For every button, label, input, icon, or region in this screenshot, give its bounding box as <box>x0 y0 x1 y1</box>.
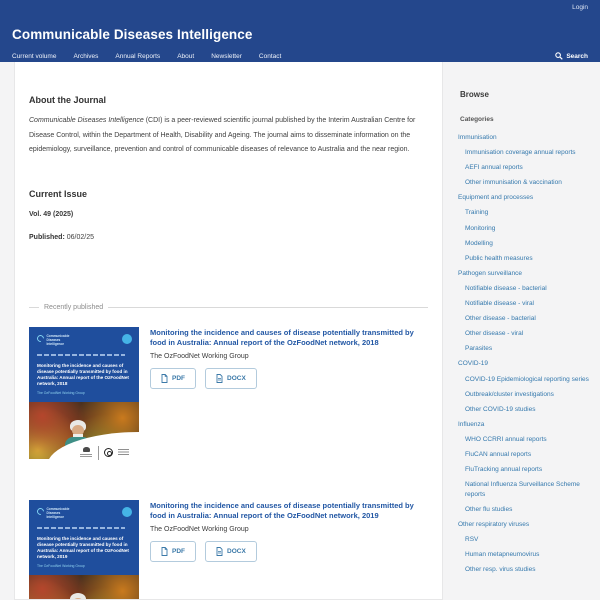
article-item <box>29 327 428 466</box>
article-details <box>150 500 428 600</box>
docx-file-icon <box>216 547 223 556</box>
category-link[interactable]: FluTracking annual reports <box>465 466 543 474</box>
cdi-logo <box>37 507 77 519</box>
main-content <box>14 62 443 600</box>
category-link[interactable]: Notifiable disease - bacterial <box>465 284 547 292</box>
category-link[interactable]: Human metapneumovirus <box>465 551 540 559</box>
search-label: Search <box>566 52 588 60</box>
cdi-logo-text: Communicable Diseases Intelligence <box>46 333 70 346</box>
article-cover-thumbnail[interactable] <box>29 500 139 600</box>
nav-about[interactable]: About <box>177 52 195 60</box>
category-link[interactable]: COVID-19 <box>458 360 488 368</box>
category-link[interactable]: Other respiratory viruses <box>458 520 530 528</box>
category-link[interactable]: Training <box>465 209 489 217</box>
crest-text-lines <box>80 454 92 458</box>
divider-line-right <box>108 307 428 308</box>
article-cover-thumbnail[interactable] <box>29 327 139 466</box>
docx-button[interactable] <box>205 541 257 562</box>
article-title-link[interactable]: Monitoring the incidence and causes of disease potentially transmitted by food in Australia: Annual report of the OzFoodNet network, 2019 <box>150 500 414 520</box>
category-link[interactable]: Parasites <box>465 345 493 353</box>
category-link[interactable]: Other immunisation & vaccination <box>465 179 562 187</box>
cover-footer-logos <box>79 446 129 460</box>
cover-header <box>37 334 132 346</box>
article-download-buttons <box>150 368 428 389</box>
current-issue-published <box>29 234 428 241</box>
search-icon <box>555 52 563 60</box>
category-link[interactable]: Notifiable disease - viral <box>465 300 535 308</box>
browse-heading: Browse <box>460 90 489 99</box>
category-link[interactable]: RSV <box>465 535 479 543</box>
category-link[interactable]: Outbreak/cluster investigations <box>465 390 554 398</box>
recently-published-label: Recently published <box>44 303 104 311</box>
current-issue-heading: Current Issue <box>29 188 88 199</box>
cover-title: Monitoring the incidence and causes of disease potentially transmitted by food in Australia: Annual report of the OzFoodNet network, 2019 <box>37 535 129 560</box>
category-link[interactable]: WHO CCRRI annual reports <box>465 435 547 443</box>
category-link[interactable]: COVID-19 Epidemiological reporting series <box>465 375 589 383</box>
nav-archives[interactable]: Archives <box>73 52 99 60</box>
pdf-button[interactable] <box>150 368 196 389</box>
cover-photo <box>29 575 139 600</box>
article-author: The OzFoodNet Working Group <box>150 525 249 533</box>
site-title: Communicable Diseases Intelligence <box>12 27 253 42</box>
browse-sidebar <box>458 90 592 580</box>
category-link[interactable]: Immunisation <box>458 134 497 141</box>
category-link[interactable]: Other flu studies <box>465 505 513 513</box>
pdf-button[interactable] <box>150 541 196 562</box>
about-journal-paragraph <box>29 114 428 158</box>
cdi-logo-text: Communicable Diseases Intelligence <box>46 506 70 519</box>
docx-button[interactable] <box>205 368 257 389</box>
category-link[interactable]: Other disease - bacterial <box>465 315 536 323</box>
recently-published-divider <box>29 304 428 311</box>
category-link[interactable]: AEFI annual reports <box>465 164 523 172</box>
pdf-file-icon <box>161 374 168 383</box>
docx-file-icon <box>216 374 223 383</box>
nav-contact[interactable]: Contact <box>258 52 282 60</box>
article-details <box>150 327 428 466</box>
pdf-file-icon <box>161 547 168 556</box>
journal-name-italic: Communicable Diseases Intelligence <box>29 117 144 124</box>
cover-subtitle: The OzFoodNet Working Group <box>37 563 85 568</box>
cover-issn-line <box>37 354 125 357</box>
category-link[interactable]: FluCAN annual reports <box>465 450 532 458</box>
article-download-buttons <box>150 541 428 562</box>
cdi-logo-text-lines <box>118 449 129 457</box>
pdf-button-label: PDF <box>172 547 185 555</box>
logo-divider <box>98 446 99 460</box>
about-body-text: (CDI) is a peer-reviewed scientific journal published by the Interim Australian Centre for Disease Control, within the Department of Health, Disability and Ageing. The journal aims to disseminate information on the epidemiology, surveillance, prevention and control of communicable diseases of relevance to Australia and the near region. <box>29 117 416 153</box>
cover-header <box>37 507 132 519</box>
cdi-logo <box>37 334 77 346</box>
cover-title: Monitoring the incidence and causes of disease potentially transmitted by food in Australia: Annual report of the OzFoodNet network, 2018 <box>37 362 129 387</box>
category-link[interactable]: Public health measures <box>465 254 533 262</box>
nav-newsletter[interactable]: Newsletter <box>211 52 242 60</box>
category-link[interactable]: Monitoring <box>465 224 496 232</box>
category-list <box>458 133 592 575</box>
published-label: Published: <box>29 233 65 241</box>
article-title-link[interactable]: Monitoring the incidence and causes of disease potentially transmitted by food in Australia: Annual report of the OzFoodNet network, 2018 <box>150 327 414 347</box>
pdf-button-label: PDF <box>172 374 185 382</box>
category-link[interactable]: Other COVID-19 studies <box>465 405 536 413</box>
category-link[interactable]: Modelling <box>465 239 493 247</box>
about-journal-heading: About the Journal <box>29 95 106 105</box>
cdi-circle-logo-icon <box>104 448 113 457</box>
docx-button-label: DOCX <box>227 374 246 382</box>
search-button[interactable] <box>555 52 588 60</box>
cover-subtitle: The OzFoodNet Working Group <box>37 390 85 395</box>
nav-annual-reports[interactable]: Annual Reports <box>115 52 161 60</box>
australian-government-crest-icon <box>79 447 93 458</box>
categories-subheading: Categories <box>460 116 494 123</box>
current-issue-volume: Vol. 49 (2025) <box>29 210 74 218</box>
article-author: The OzFoodNet Working Group <box>150 352 249 360</box>
cdi-logo-icon <box>36 333 46 343</box>
cover-circle-badge-icon <box>122 334 132 344</box>
nav-current-volume[interactable]: Current volume <box>12 52 57 60</box>
article-item <box>29 500 428 600</box>
docx-button-label: DOCX <box>227 547 246 555</box>
category-link[interactable]: Equipment and processes <box>458 194 534 202</box>
cover-circle-badge-icon <box>122 507 132 517</box>
site-header <box>0 0 600 62</box>
cover-issn-line <box>37 527 125 530</box>
login-link[interactable]: Login <box>572 4 588 11</box>
category-link[interactable]: Influenza <box>458 420 485 428</box>
published-date: 06/02/25 <box>66 233 94 241</box>
category-link[interactable]: Other disease - viral <box>465 330 524 338</box>
cdi-logo-icon <box>36 506 46 516</box>
divider-line-left <box>29 307 39 308</box>
category-link[interactable]: Pathogen surveillance <box>458 269 522 277</box>
category-link[interactable]: National Influenza Surveillance Scheme reports <box>465 481 580 498</box>
main-navigation <box>12 50 588 62</box>
category-link[interactable]: Other resp. virus studies <box>465 566 536 574</box>
crest-mark <box>83 447 90 452</box>
category-link[interactable]: Immunisation coverage annual reports <box>465 149 576 157</box>
